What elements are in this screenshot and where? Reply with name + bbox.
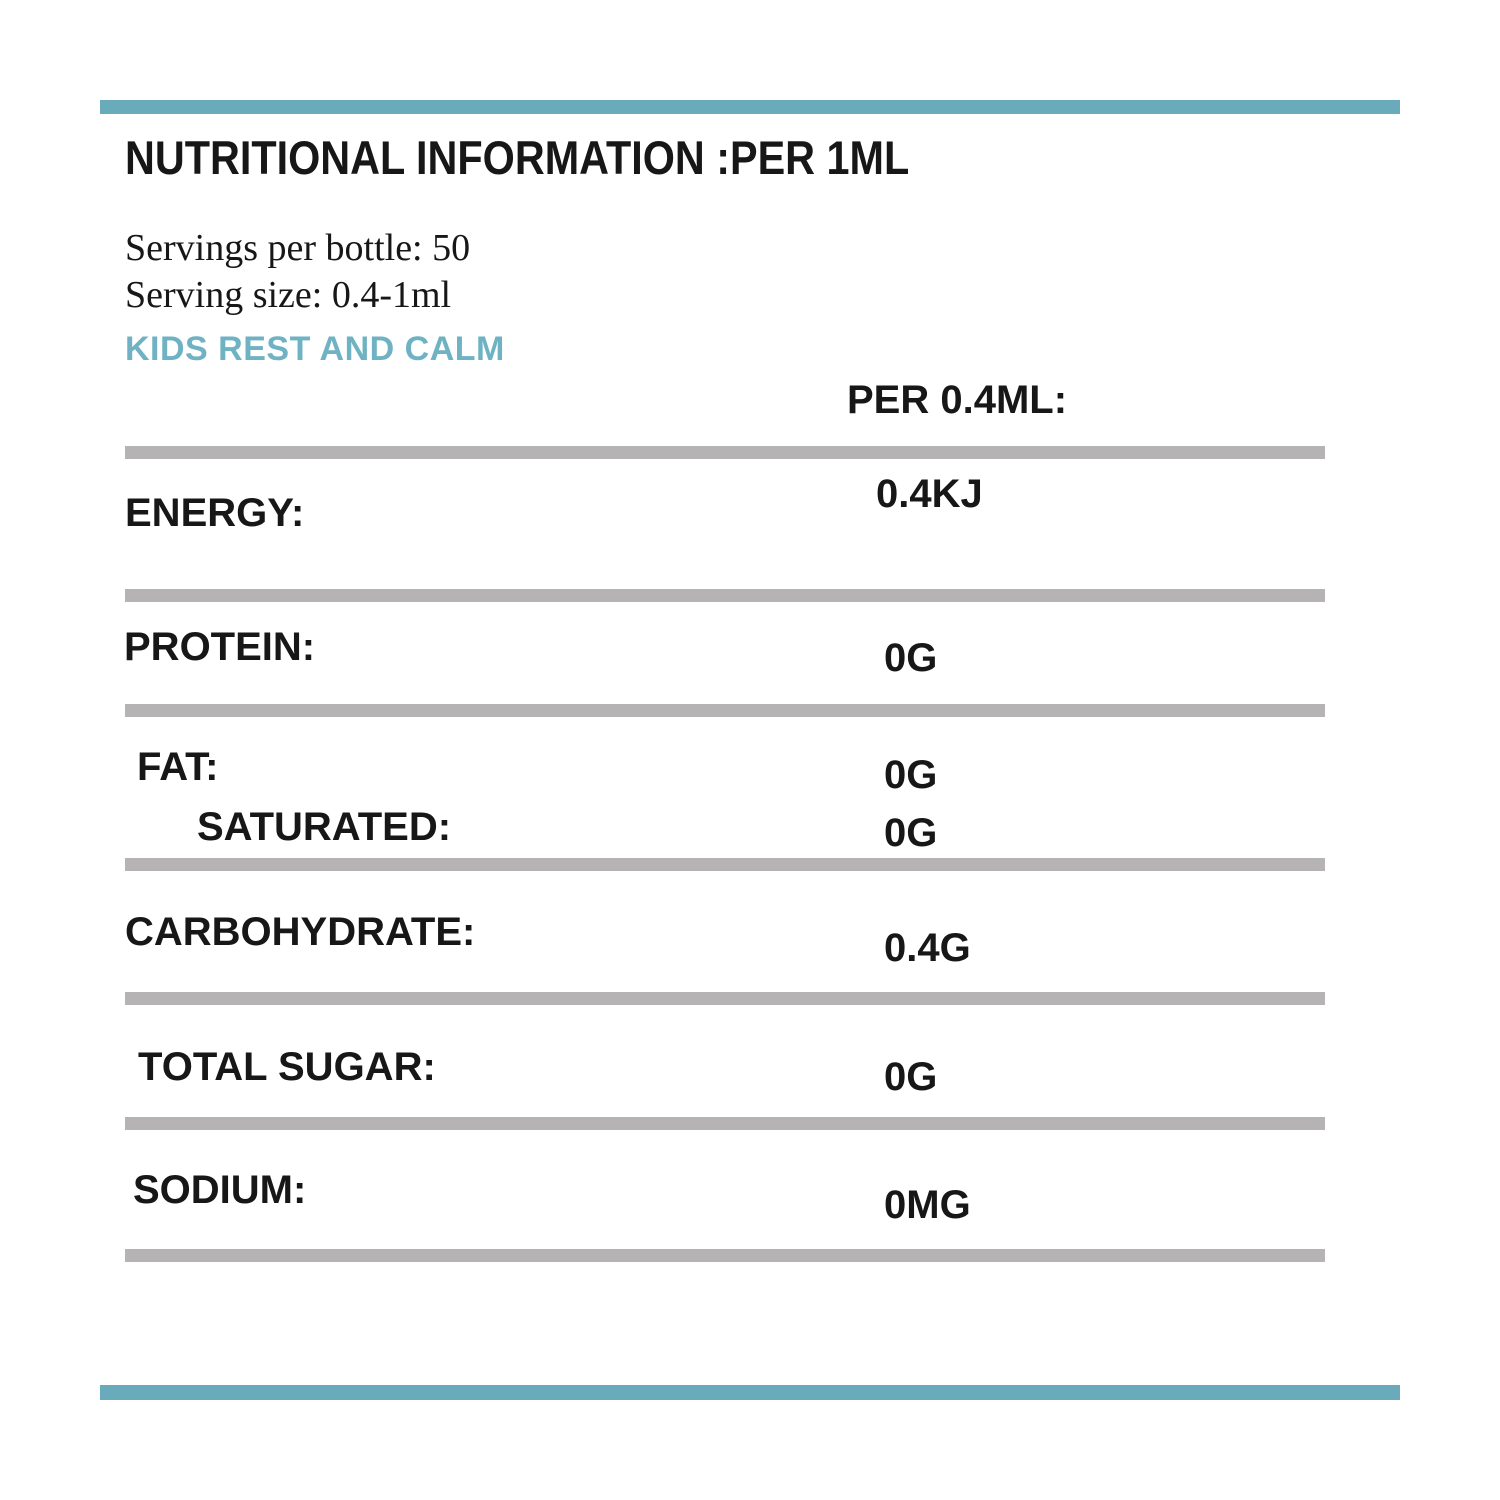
divider bbox=[125, 1249, 1325, 1262]
top-accent-bar bbox=[100, 100, 1400, 114]
page-title: NUTRITIONAL INFORMATION :PER 1ML bbox=[125, 131, 910, 184]
row-value-sodium: 0MG bbox=[884, 1183, 971, 1227]
divider bbox=[125, 589, 1325, 602]
row-label-total-sugar: TOTAL SUGAR: bbox=[138, 1045, 436, 1089]
serving-size: Serving size: 0.4-1ml bbox=[125, 274, 452, 316]
divider bbox=[125, 858, 1325, 871]
divider bbox=[125, 1117, 1325, 1130]
row-value-carbohydrate: 0.4G bbox=[884, 926, 971, 970]
row-label-carbohydrate: CARBOHYDRATE: bbox=[125, 910, 476, 954]
divider bbox=[125, 992, 1325, 1005]
column-header: PER 0.4ML: bbox=[847, 378, 1068, 422]
row-label-protein: PROTEIN: bbox=[124, 625, 316, 669]
divider bbox=[125, 446, 1325, 459]
row-label-energy: ENERGY: bbox=[125, 491, 305, 535]
divider bbox=[125, 704, 1325, 717]
row-value-saturated: 0G bbox=[884, 811, 938, 855]
product-name: KIDS REST AND CALM bbox=[125, 330, 505, 368]
bottom-accent-bar bbox=[100, 1385, 1400, 1400]
row-value-fat: 0G bbox=[884, 753, 938, 797]
row-value-energy: 0.4KJ bbox=[876, 472, 983, 516]
servings-per-bottle: Servings per bottle: 50 bbox=[125, 227, 471, 269]
row-label-fat: FAT: bbox=[137, 745, 219, 789]
row-label-saturated: SATURATED: bbox=[197, 805, 452, 849]
row-value-total-sugar: 0G bbox=[884, 1055, 938, 1099]
row-label-sodium: SODIUM: bbox=[133, 1168, 307, 1212]
row-value-protein: 0G bbox=[884, 636, 938, 680]
